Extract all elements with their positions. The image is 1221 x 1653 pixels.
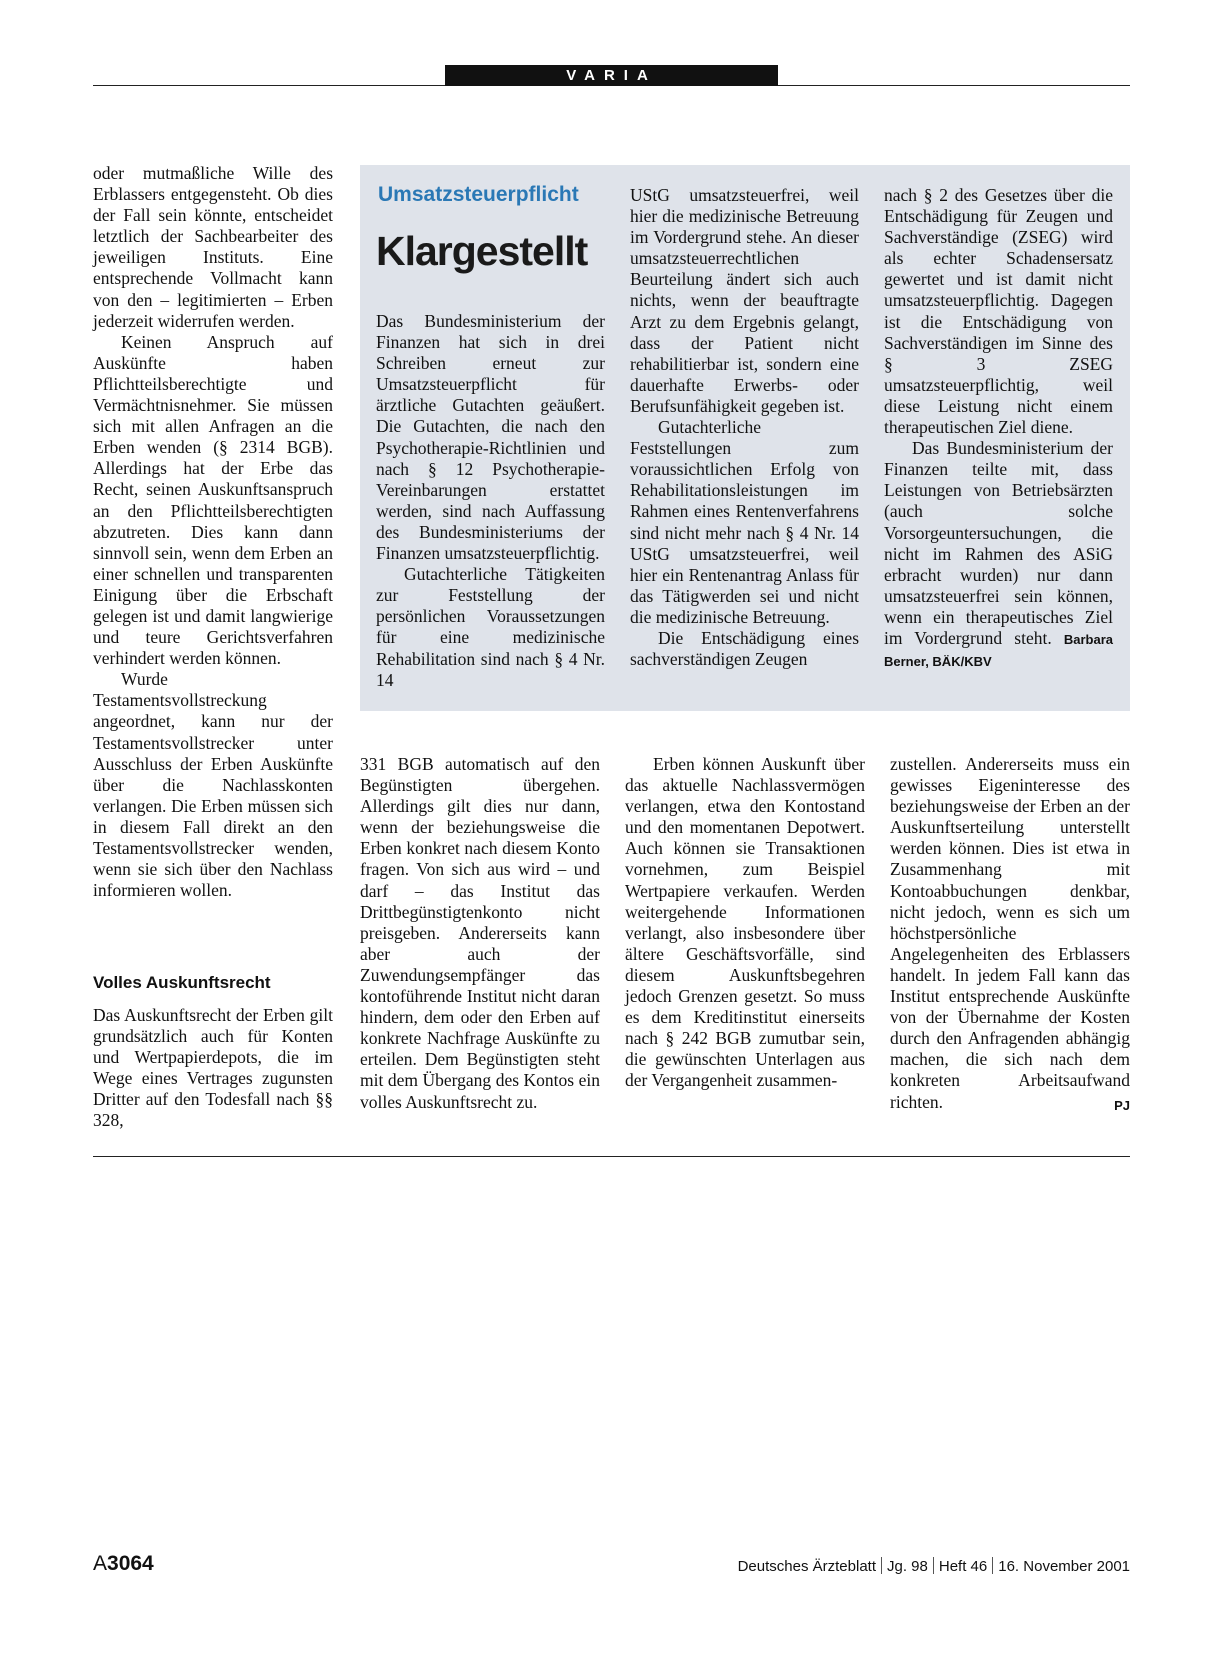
paragraph: Das Bundesministerium der Finanzen hat sich in drei Schreiben erneut zur Umsatzsteuerpflicht für ärztliche Gutachten geäußert. Die Gutachten, die nach den Psychotherapie-Richtlinien und nach § 12 Psychotherapie-Vereinbarungen erstattet werden, sind nach Auffassung des Bundesministeriums der Finanzen umsatzsteuerpflichtig.	[376, 311, 605, 564]
paragraph: UStG umsatzsteuerfrei, weil hier die medizinische Betreuung im Vordergrund stehe. An dieser umsatzsteuerrechtlichen Beurteilung ändert sich auch nichts, wenn der beauftragte Arzt zu dem Ergebnis gelangt, dass der Patient nicht rehabilitierbar ist, sondern eine dauerhafte Erwerbs- oder Berufsunfähigkeit gegeben ist.	[630, 185, 859, 416]
paragraph: Keinen Anspruch auf Auskünfte haben Pflichtteilsberechtigte und Vermächtnisnehmer. Sie müssen sich mit allen Anfragen an die Erben wenden (§ 2314 BGB). Allerdings hat der Erbe das Recht, seinen Auskunftsanspruch an den Pflichtteilsberechtigten abzutreten. Dies kann dann sinnvoll sein, wenn dem Erben an einer schnellen und transparenten Einigung über die Erbschaft gelegen ist und damit langwierige und teure Gerichtsverfahren verhindert werden können.	[93, 331, 333, 669]
page-prefix: A	[93, 1552, 108, 1575]
issue: Heft 46	[938, 1558, 988, 1575]
body-column-2	[360, 754, 600, 1113]
body-column-4	[890, 754, 1130, 1116]
footer-rule	[93, 1156, 1130, 1157]
paragraph: Das Auskunftsrecht der Erben gilt grundsätzlich auch für Konten und Wertpapierdepots, die im Wege eines Vertrages zugunsten Dritter auf den Todesfall nach §§ 328,	[93, 1005, 333, 1131]
section-heading: Volles Auskunftsrecht	[93, 973, 271, 992]
byline: Barbara Berner, BÄK/KBV	[884, 631, 1113, 670]
author-initials: PJ	[1114, 1097, 1130, 1113]
paragraph	[890, 754, 1130, 1113]
paragraph: Erben können Auskunft über das aktuelle Nachlassvermögen verlangen, etwa den Kontostand und den momentanen Depotwert. Auch können sie Transaktionen vornehmen, zum Beispiel Wertpapiere verkaufen. Werden weitergehende Informationen verlangt, also insbesondere über ältere Geschäftsvorfälle, sind diesem Auskunftsbegehren jedoch Grenzen gesetzt. So muss es dem Kreditinstitut einerseits nach § 242 BGB zumutbar sein, die gewünschten Unterlagen aus der Vergangenheit zusammen-	[625, 754, 865, 1091]
box-column-2	[630, 185, 859, 670]
separator	[992, 1557, 993, 1574]
body-column-3	[625, 754, 865, 1092]
separator	[933, 1557, 934, 1574]
separator	[881, 1557, 882, 1574]
box-kicker: Umsatzsteuerpflicht	[378, 183, 579, 206]
issue-date: 16. November 2001	[998, 1558, 1130, 1575]
box-title: Klargestellt	[376, 228, 588, 274]
paragraph: Wurde Testamentsvollstreckung angeordnet, kann nur der Testamentsvollstrecker unter Ausschluss der Erben Auskünfte über die Nachlasskonten verlangen. Die Erben müssen sich in diesem Fall direkt an den Testamentsvollstrecker wenden, wenn sie sich über den Nachlass informieren wollen.	[93, 669, 333, 901]
volume: Jg. 98	[887, 1558, 928, 1575]
section-label: VARIA	[445, 65, 778, 86]
paragraph: Gutachterliche Tätigkeiten zur Feststellung der persönlichen Voraussetzungen für eine medizinische Rehabilitation sind nach § 4 Nr. 14	[376, 564, 605, 690]
paragraph: Gutachterliche Feststellungen zum voraussichtlichen Erfolg von Rehabilitationsleistungen im Rahmen eines Rentenverfahrens sind nicht mehr nach § 4 Nr. 14 UStG umsatzsteuerfrei, weil hier ein Rentenantrag Anlass für das Tätigwerden sei und nicht die medizinische Betreuung.	[630, 417, 859, 627]
paragraph: nach § 2 des Gesetzes über die Entschädigung für Zeugen und Sachverständige (ZSEG) wird als echter Schadensersatz gewertet und ist damit nicht umsatzsteuerpflichtig. Dagegen ist die Entschädigung von Sachverständigen im Sinne des § 3 ZSEG umsatzsteuerpflichtig, weil diese Leistung nicht einem therapeutischen Ziel diene.	[884, 185, 1113, 438]
page-number	[93, 1552, 154, 1576]
journal-name: Deutsches Ärzteblatt	[737, 1558, 876, 1575]
box-column-1	[376, 311, 605, 691]
paragraph-text: zustellen. Andererseits muss ein gewisses Eigeninteresse des beziehungsweise der Erben an der Auskunftserteilung unterstellt werden können. Dies ist etwa in Zusammenhang mit Kontoabbuchungen denkbar, nicht jedoch, wenn es sich um höchstpersönliche Angelegenheiten des Erblassers handelt. In jedem Fall kann das Institut entsprechende Auskünfte von der Übernahme der Kosten durch den Anfragenden abhängig machen, die sich nach dem konkreten Arbeitsaufwand richten.	[890, 754, 1130, 1112]
left-column	[93, 163, 333, 901]
left-column-continued	[93, 1005, 333, 1132]
paragraph	[884, 438, 1113, 672]
paragraph-text: Das Bundesministerium der Finanzen teilte mit, dass Leistungen von Betriebsärzten (auch solche Vorsorgeuntersuchungen, die nicht im Rahmen des ASiG erbracht wurden) nur dann umsatzsteuerfrei sein können, wenn ein therapeutisches Ziel im Vordergrund steht.	[884, 438, 1113, 648]
page-number-value: 3064	[107, 1552, 154, 1575]
paragraph: Die Entschädigung eines sachverständigen Zeugen	[630, 627, 859, 670]
box-column-3	[884, 185, 1113, 672]
paragraph: oder mutmaßliche Wille des Erblassers entgegensteht. Ob dies der Fall sein könnte, entscheidet letztlich der Sachbearbeiter des jeweiligen Instituts. Eine entsprechende Vollmacht kann von den – legitimierten – Erben jederzeit widerrufen werden.	[93, 163, 333, 331]
journal-info	[738, 1557, 1130, 1575]
paragraph: 331 BGB automatisch auf den Begünstigten übergehen. Allerdings gilt dies nur dann, wenn der beziehungsweise die Erben konkret nach diesem Konto fragen. Von sich aus wird – und darf – das Institut das Drittbegünstigtenkonto nicht preisgeben. Andererseits kann aber auch der Zuwendungsempfänger das kontoführende Institut nicht daran hindern, dem oder den Erben auf konkrete Nachfrage Auskünfte zu erteilen. Dem Begünstigten steht mit dem Übergang des Kontos ein volles Auskunftsrecht zu.	[360, 754, 600, 1112]
